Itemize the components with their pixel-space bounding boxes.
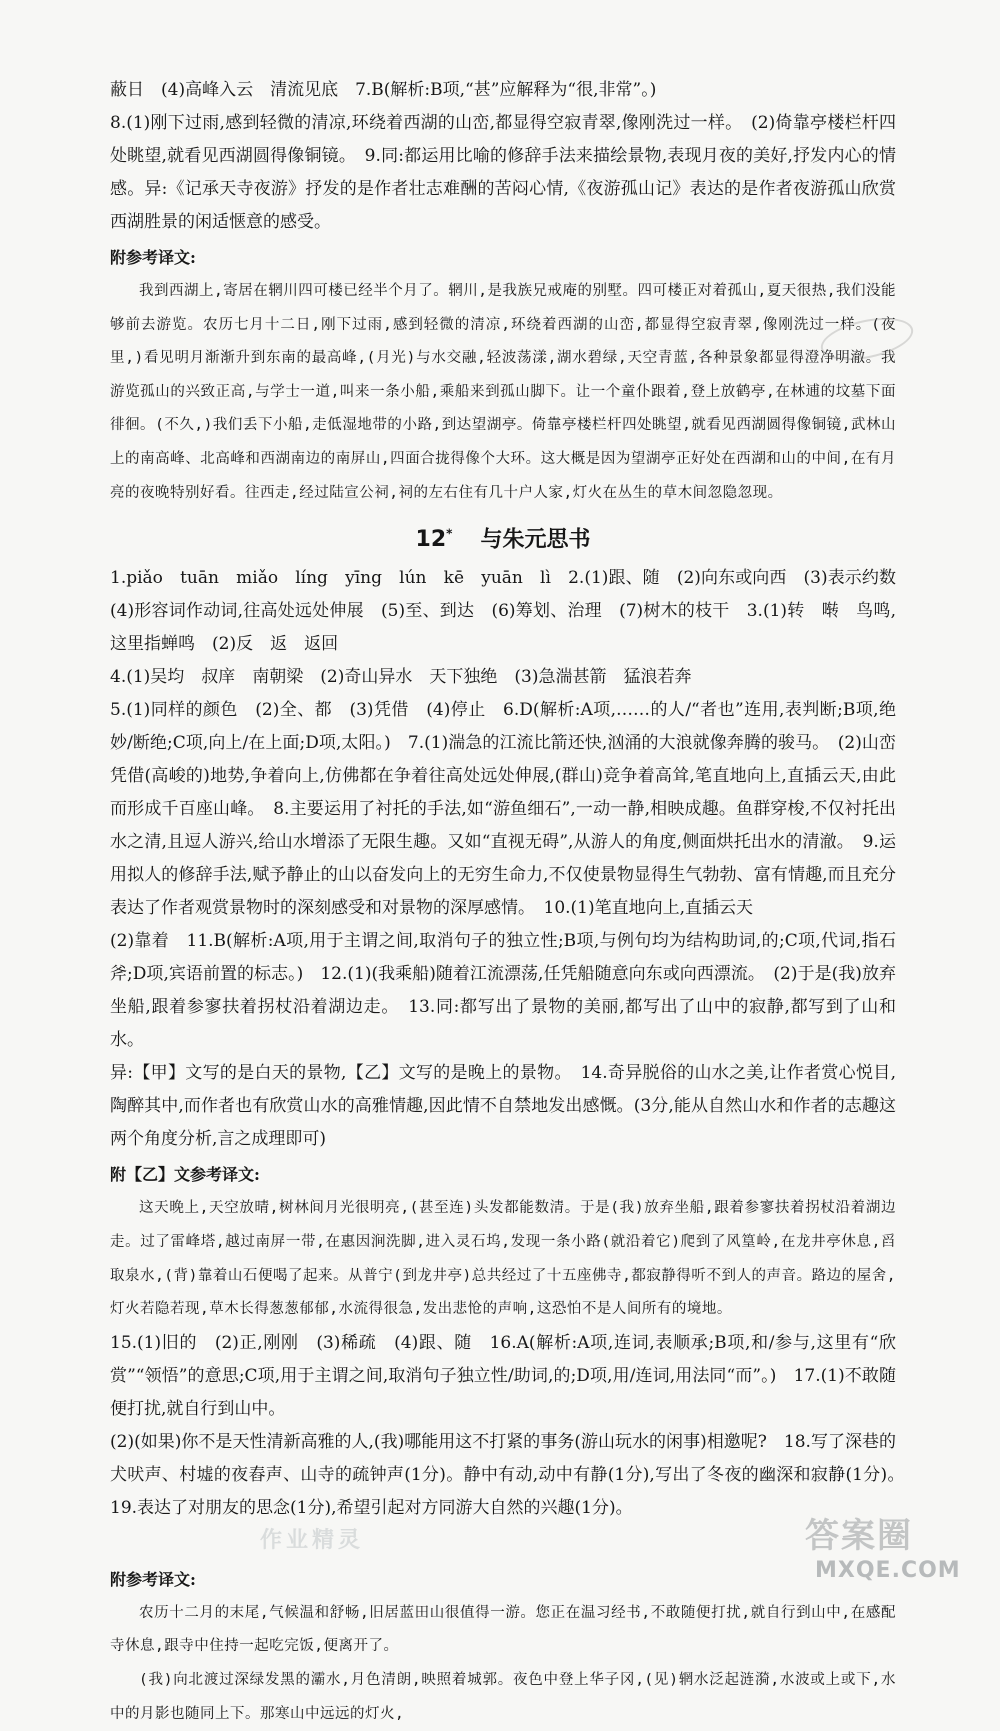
watermark-text: 作业精灵 (260, 1528, 365, 1553)
answer-block: 5.(1)同样的颜色 (2)全、都 (3)凭借 (4)停止 6.D(解析:A项,……的人/“者也”连用,表判断;B项,绝妙/断绝;C项,向上/在上面;D项,太阳。) 7.(1)湍急的江流比箭还快,汹涌的大浪就像奔腾的骏马。 (2)山峦凭借(高峻的)地势,争着向上,仿佛都在争着往高处远处伸展,(群山)竞争着高耸,笔直地向上,直插云天,由此而形成千百座山峰。 8.主要运用了衬托的手法,如“游鱼细石”,一动一静,相映成趣。鱼群穿梭,不仅衬托出水之清,且逗人游兴,给山水增添了无限生趣。又如“直视无碍”,从游人的角度,侧面烘托出水的清澈。 9.运用拟人的修辞手法,赋予静止的山以奋发向上的无穷生命力,不仅使景物显得生气勃勃、富有情趣,而且充分表达了作者观赏景物时的深刻感受和对景物的深厚感情。 10.(1)笔直地向上,直插云天 (110, 700, 896, 919)
answer-block: (2)(如果)你不是天性清新高雅的人,(我)哪能用这不打紧的事务(游山玩水的闲事)相邀呢? 18.写了深巷的犬吠声、村墟的夜舂声、山寺的疏钟声(1分)。静中有动,动中有静(1分),写出了冬夜的幽深和寂静(1分)。 19.表达了对朋友的思念(1分),希望引起对方同游大自然的兴趣(1分)。 (110, 1431, 913, 1518)
lesson-title-text: 与朱元思书 (480, 527, 591, 553)
answer-block: 蔽日 (4)高峰入云 清流见底 7.B(解析:B项,“甚”应解释为“很,非常”。) (110, 80, 657, 100)
answer-block: (2)靠着 11.B(解析:A项,用于主谓之间,取消句子的独立性;B项,与例句均为结构助词,的;C项,代词,指石斧;D项,宾语前置的标志。) 12.(1)(我乘船)随着江流漂荡,任凭船随意向东或向西漂流。 (2)于是(我)放弃坐船,跟着参寥扶着拐杖沿着湖边走。 13.同:都写出了景物的美丽,都写出了山中的寂静,都写到了山和水。 (110, 931, 896, 1051)
translation-heading: 附参考译文: (110, 248, 196, 267)
reference-translation: 我到西湖上,寄居在辋川四可楼已经半个月了。辋川,是我族兄戒庵的别墅。四可楼正对着孤山,夏天很热,我们没能够前去游览。农历七月十二日,刚下过雨,感到轻微的清凉,环绕着西湖的山峦,都显得空寂青翠,像刚洗过一样。(夜里,)看见明月渐渐升到东南的最高峰,(月光)与水交融,轻波荡漾,湖水碧绿,天空青蓝,各种景象都显得澄净明澈。我游览孤山的兴致正高,与学士一道,叫来一条小船,乘船来到孤山脚下。让一个童仆跟着,登上放鹤亭,在林逋的坟墓下面徘徊。(不久,)我们丢下小船,走低湿地带的小路,到达望湖亭。倚靠亭楼栏杆四处眺望,就看见西湖圆得像铜镜,武林山上的南高峰、北高峰和西湖南边的南屏山,四面合拢得像个大环。这大概是因为望湖亭正好处在西湖和山的中间,在有月亮的夜晚特别好看。往西走,经过陆宣公祠,祠的左右住有几十户人家,灯火在丛生的草木间忽隐忽现。 (110, 283, 896, 501)
answer-block: 4.(1)吴均 叔庠 南朝梁 (2)奇山异水 天下独绝 (3)急湍甚箭 猛浪若奔 (110, 667, 692, 688)
translation-heading: 附参考译文: (110, 1569, 196, 1589)
lesson-title (110, 514, 896, 560)
reference-translation: (我)向北渡过深绿发黑的灞水,月色清朗,映照着城郭。夜色中登上华子冈,(见)辋水泛起涟漪,水波或上或下,水中的月影也随同上下。那寒山中远远的灯火, (110, 1672, 896, 1722)
page-content (110, 74, 913, 1731)
lesson-mark: * (446, 527, 453, 542)
watermark-site: MXQE.COM (815, 1558, 961, 1583)
lesson-number-value: 12 (415, 527, 447, 553)
spacer (110, 1525, 896, 1561)
lesson-number (416, 527, 453, 552)
answer-block: 15.(1)旧的 (2)正,刚刚 (3)稀疏 (4)跟、随 16.A(解析:A项,连词,表顺承;B项,和/参与,这里有“欣赏”“领悟”的意思;C项,用于主谓之间,取消句子独立性/助词,的;D项,用/连词,用法同“而”。) 17.(1)不敢随便打扰,就自行到山中。 (110, 1332, 896, 1419)
answer-block: 8.(1)刚下过雨,感到轻微的清凉,环绕着西湖的山峦,都显得空寂青翠,像刚洗过一样。 (2)倚靠亭楼栏杆四处眺望,就看见西湖圆得像铜镜。 9.同:都运用比喻的修辞手法来描绘景物,表现月夜的美好,抒发内心的情感。异:《记承天寺夜游》抒发的是作者壮志难酬的苦闷心情,《夜游孤山记》表达的是作者夜游孤山欣赏西湖胜景的闲适惬意的感受。 (110, 113, 896, 232)
watermark-logo-text: 答案圈 (805, 1516, 913, 1556)
translation-heading: 附【乙】文参考译文: (110, 1165, 260, 1185)
watermark-logo (805, 1508, 995, 1596)
answer-block: 异:【甲】文写的是白天的景物,【乙】文写的是晚上的景物。 14.奇异脱俗的山水之美,让作者赏心悦目,陶醉其中,而作者也有欣赏山水的高雅情趣,因此情不自禁地发出感慨。(3分,能从自然山水和作者的志趣这两个角度分析,言之成理即可) (110, 1063, 896, 1150)
answer-block: 1.piǎo tuān miǎo líng yīng lún kē yuān lì 2.(1)跟、随 (2)向东或向西 (3)表示约数 (4)形容词作动词,往高处远处伸展 (5)至、到达 (6)筹划、治理 (7)树木的枝干 3.(1)转 啭 鸟鸣,这里指蝉鸣 (2)反 返 返回 (110, 568, 913, 655)
reference-translation: 农历十二月的末尾,气候温和舒畅,旧居蓝田山很值得一游。您正在温习经书,不敢随便打扰,就自行到山中,在感配寺休息,跟寺中住持一起吃完饭,便离开了。 (110, 1604, 896, 1655)
reference-translation: 这天晚上,天空放晴,树林间月光很明亮,(甚至连)头发都能数清。于是(我)放弃坐船,跟着参寥扶着拐杖沿着湖边走。过了雷峰塔,越过南屏一带,在惠因涧洗脚,进入灵石坞,发现一条小路(就沿着它)爬到了风篁岭,在龙井亭休息,舀取泉水,(背)靠着山石便喝了起来。从普宁(到龙井亭)总共经过了十五座佛寺,都寂静得听不到人的声音。路边的屋舍,灯火若隐若现,草木长得葱葱郁郁,水流得很急,发出悲怆的声响,这恐怕不是人间所有的境地。 (110, 1200, 896, 1318)
